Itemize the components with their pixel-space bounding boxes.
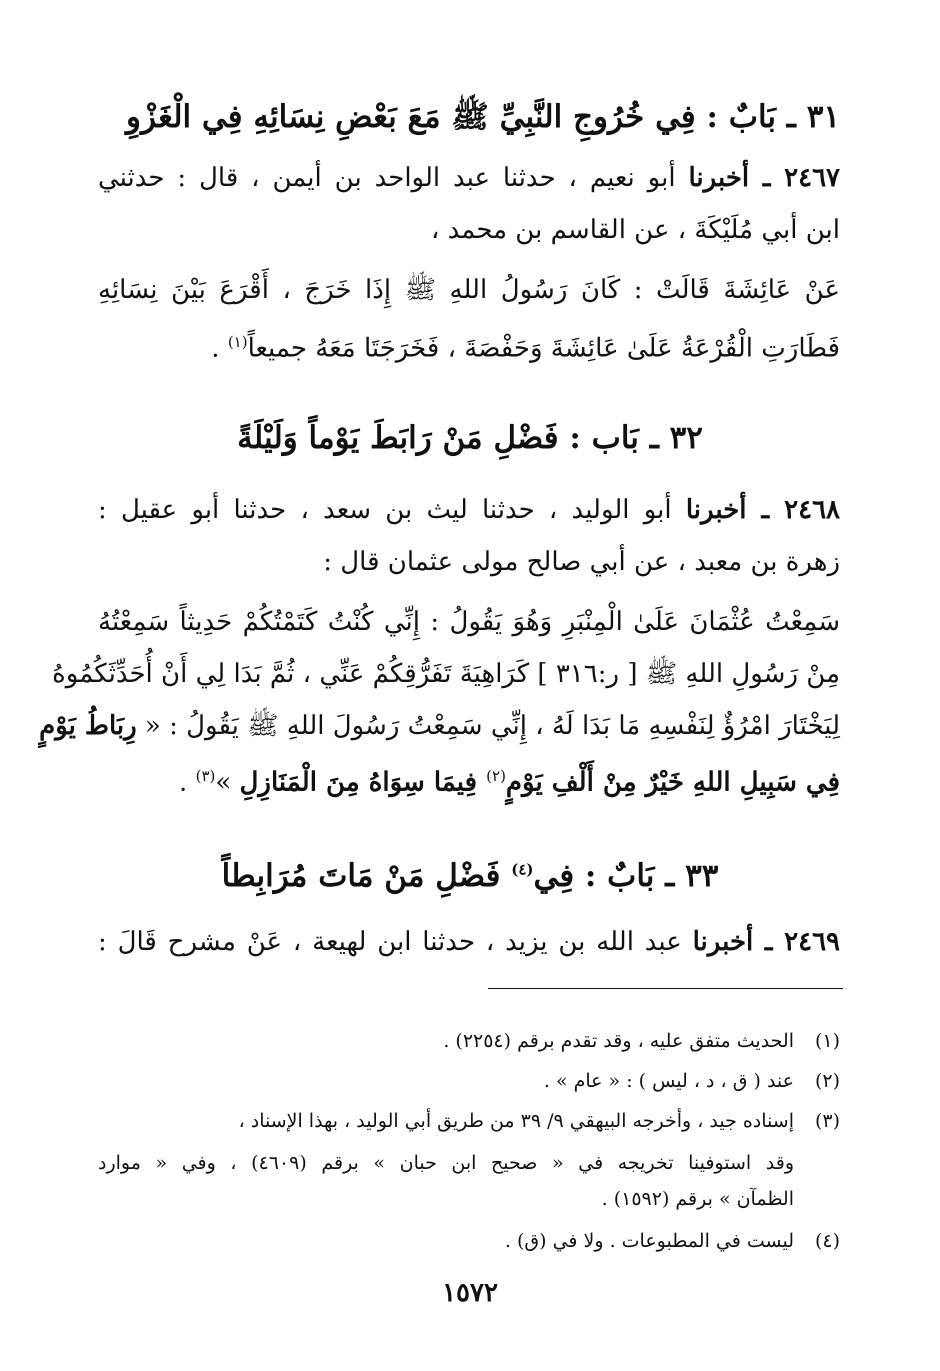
hadith-number: ٢٤٦٨ ـ أخبرنا bbox=[685, 495, 840, 525]
footnote-number: (٣) bbox=[814, 1110, 840, 1132]
footnote-number: (٢) bbox=[814, 1070, 840, 1092]
hadith-2468-isnad-line-2: زهرة بن معبد ، عن أبي صالح مولى عثمان قال : bbox=[323, 547, 840, 577]
hadith-2467-matn-line-2: فَطَارَتِ الْقُرْعَةُ عَلَىٰ عَائِشَةَ وَحَفْصَةَ ، فَخَرَجَتَا مَعَهُ جميعاً$^{(١)}$ . bbox=[211, 333, 840, 364]
footnote-ref: (٤) bbox=[511, 860, 534, 879]
footnote-2: (٢)عند ( ق ، د ، ليس ) : « عام » . bbox=[98, 1066, 840, 1096]
chapter-heading-33: ٣٣ ـ بَابٌ : فِي$^{(٤)}$ فَضْلِ مَنْ مَاتَ مُرَابِطاً bbox=[221, 858, 719, 894]
chapter-heading-32: ٣٢ ـ بَاب : فَضْلِ مَنْ رَابَطَ يَوْماً وَلَيْلَةً bbox=[237, 420, 703, 456]
footnote-ref: (٣) bbox=[195, 767, 216, 785]
hadith-number: ٢٤٦٩ ـ أخبرنا bbox=[692, 927, 840, 957]
hadith-2468-matn-line-4: فِي سَبِيلِ اللهِ خَيْرٌ مِنْ أَلْفِ يَوْمٍ$^{(٢)}$ فِيمَا سِوَاهُ مِنَ الْمَنَازِلِ »$^{(٣)}$ . bbox=[179, 767, 840, 798]
footnote-3-line-3: الظمآن » برقم (١٥٩٢) . bbox=[601, 1188, 794, 1210]
hadith-2469-isnad-line-1: ٢٤٦٩ ـ أخبرنا عبد الله بن يزيد ، حدثنا ابن لهيعة ، عَنْ مشرح قَالَ : bbox=[98, 927, 840, 957]
footnote-ref: (٢) bbox=[486, 767, 506, 785]
chapter-heading-31: ٣١ ـ بَابٌ : فِي خُرُوجِ النَّبِيِّ ﷺ مَعَ بَعْضِ نِسَائِهِ فِي الْغَزْوِ bbox=[126, 99, 840, 135]
hadith-2468-isnad-line-1: ٢٤٦٨ ـ أخبرنا أبو الوليد ، حدثنا ليث بن سعد ، حدثنا أبو عقيل : bbox=[98, 495, 840, 525]
footnote-ref: (١) bbox=[227, 333, 248, 351]
footnote-3-line-2: وقد استوفينا تخريجه في « صحيح ابن حبان » برقم (٤٦٠٩) ، وفي « موارد bbox=[98, 1152, 794, 1174]
footnote-number: (٤) bbox=[814, 1230, 840, 1252]
hadith-2468-matn-line-1: سَمِعْتُ عُثْمَانَ عَلَىٰ الْمِنْبَرِ وَهُوَ يَقُولُ : إِنِّي كُنْتُ كَتَمْتُكُمْ حَدِيثاً سَمِعْتُهُ bbox=[98, 607, 840, 637]
hadith-2467-isnad-line-1: ٢٤٦٧ ـ أخبرنا أبو نعيم ، حدثنا عبد الواحد بن أيمن ، قال : حدثني bbox=[98, 163, 840, 193]
footnote-4: (٤)ليست في المطبوعات . ولا في (ق) . bbox=[98, 1226, 840, 1256]
hadith-2467-isnad-line-2: ابن أبي مُلَيْكَةَ ، عن القاسم بن محمد ، bbox=[431, 215, 840, 245]
page-number: ١٥٧٢ bbox=[442, 1278, 498, 1308]
hadith-2468-matn-line-3: لِيَخْتَارَ امْرُؤٌ لِنَفْسِهِ مَا بَدَا لَهُ ، إِنِّي سَمِعْتُ رَسُولَ اللهِ ﷺ يَقُولُ : « رِبَاطُ يَوْمٍ bbox=[39, 711, 840, 741]
footnote-1: (١)الحديث متفق عليه ، وقد تقدم برقم (٢٢٥٤) . bbox=[98, 1026, 840, 1056]
footnote-3: (٣)إسناده جيد ، وأخرجه البيهقي ٩/ ٣٩ من طريق أبي الوليد ، بهذا الإسناد ، bbox=[98, 1106, 840, 1136]
footnote-separator bbox=[488, 988, 843, 989]
footnote-number: (١) bbox=[814, 1030, 840, 1052]
hadith-2468-matn-line-2: مِنْ رَسُولِ اللهِ ﷺ [ ر:٣١٦ ] كَرَاهِيَةَ تَفَرُّقِكُمْ عَنِّي ، ثُمَّ بَدَا لِي أَنْ أُحَدِّثَكُمُوهُ bbox=[52, 659, 840, 689]
hadith-2467-matn-line-1: عَنْ عَائِشَةَ قَالَتْ : كَانَ رَسُولُ اللهِ ﷺ إِذَا خَرَجَ ، أَقْرَعَ بَيْنَ نِسَائِهِ bbox=[98, 275, 840, 305]
hadith-number: ٢٤٦٧ ـ أخبرنا bbox=[688, 163, 840, 193]
